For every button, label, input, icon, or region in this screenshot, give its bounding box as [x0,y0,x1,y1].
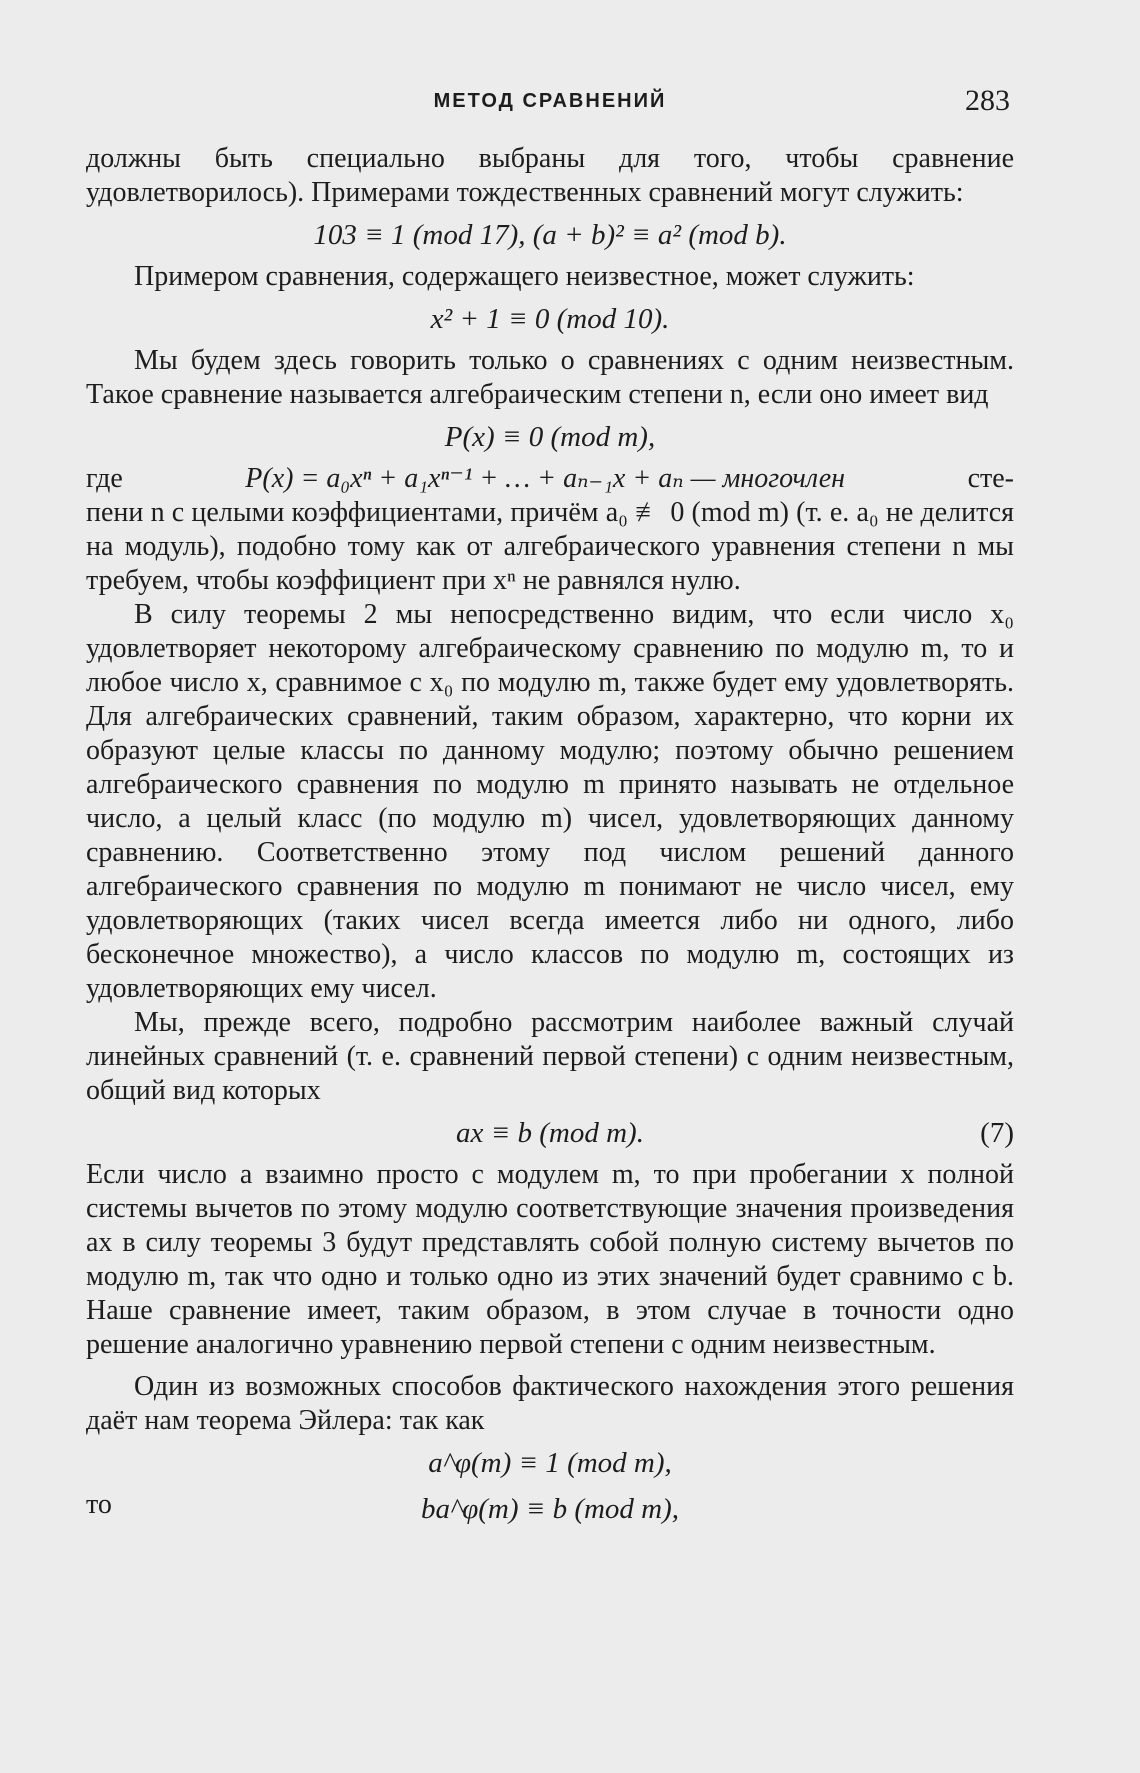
page-number: 283 [965,84,1010,117]
equation-number-7: (7) [980,1117,1014,1149]
paragraph-4: пени n с целыми коэффициентами, причём a₀ ≢ 0 (mod m) (т. е. a₀ не делится на модуль), подобно тому как от алгебраического уравнения степени n мы требуем, чтобы коэффициент при xⁿ не равнялся нулю. [86,497,1014,596]
paragraph-3: Мы будем здесь говорить только о сравнениях с одним неизвестным. Такое сравнение называется алгебраическим степени n, если оно имеет вид [86,345,1014,410]
paragraph-6: Мы, прежде всего, подробно рассмотрим наиболее важный случай линейных сравнений (т. е. сравнений первой степени) с одним неизвестным, общий вид которых [86,1007,1014,1106]
euler-formulas [86,1446,1014,1536]
polynomial-formula: P(x) = a₀xⁿ + a₁xⁿ⁻¹ + … + aₙ₋₁x + aₙ — многочлен [245,463,846,494]
paragraph-8: Один из возможных способов фактического нахождения этого решения даёт нам теорема Эйлера: так как [86,1371,1014,1436]
page-body [86,142,1014,1536]
paragraph-7: Если число a взаимно просто с модулем m, то при пробегании x полной системы вычетов по этому модулю соответствующие значения произведения ax в силу теоремы 3 будут представлять собой полную систему вычетов по модулю m, так что одно и только одно из этих значений будет сравнимо с b. Наше сравнение имеет, таким образом, в этом случае в точности одно решение аналогично уравнению первой степени с одним неизвестным. [86,1159,1014,1360]
formula-7: ax ≡ b (mod m). [456,1117,644,1149]
running-head: МЕТОД СРАВНЕНИЙ [433,90,667,112]
where-label: где [86,463,123,494]
formula-euler-2: ba^φ(m) ≡ b (mod m), [420,1493,680,1525]
then-label: то [86,1489,112,1520]
paragraph-2: Примером сравнения, содержащего неизвестное, может служить: [134,261,915,292]
page-header [86,84,1014,124]
formula-1: 103 ≡ 1 (mod 17), (a + b)² ≡ a² (mod b). [313,219,787,251]
formula-euler-1: a^φ(m) ≡ 1 (mod m), [428,1447,672,1479]
where-hyphen: сте- [967,463,1014,494]
formula-2: x² + 1 ≡ 0 (mod 10). [430,303,670,335]
formula-3: P(x) ≡ 0 (mod m), [444,421,656,453]
polynomial-definition-line [86,462,1014,496]
paragraph-5: В силу теоремы 2 мы непосредственно видим, что если число x₀ удовлетворяет некоторому алгебраическому сравнению по модулю m, то и любое число x, сравнимое с x₀ по модулю m, также будет ему удовлетворять. Для алгебраических сравнений, таким образом, характерно, что корни их образуют целые классы по данному модулю; поэтому обычно решением алгебраического сравнения по модулю m принято называть не отдельное число, а целый класс (по модулю m) чисел, удовлетворяющих данному сравнению. Соответственно этому под числом решений данного алгебраического сравнения по модулю m понимают не число чисел, ему удовлетворяющих (таких чисел всегда имеется либо ни одного, либо бесконечное множество), а число классов по модулю m, состоящих из удовлетворяющих ему чисел. [86,599,1014,1004]
formula-7-row [86,1116,1014,1150]
paragraph-1: должны быть специально выбраны для того, чтобы сравнение удовлетворилось). Примерами тождественных сравнений могут служить: [86,143,1014,208]
